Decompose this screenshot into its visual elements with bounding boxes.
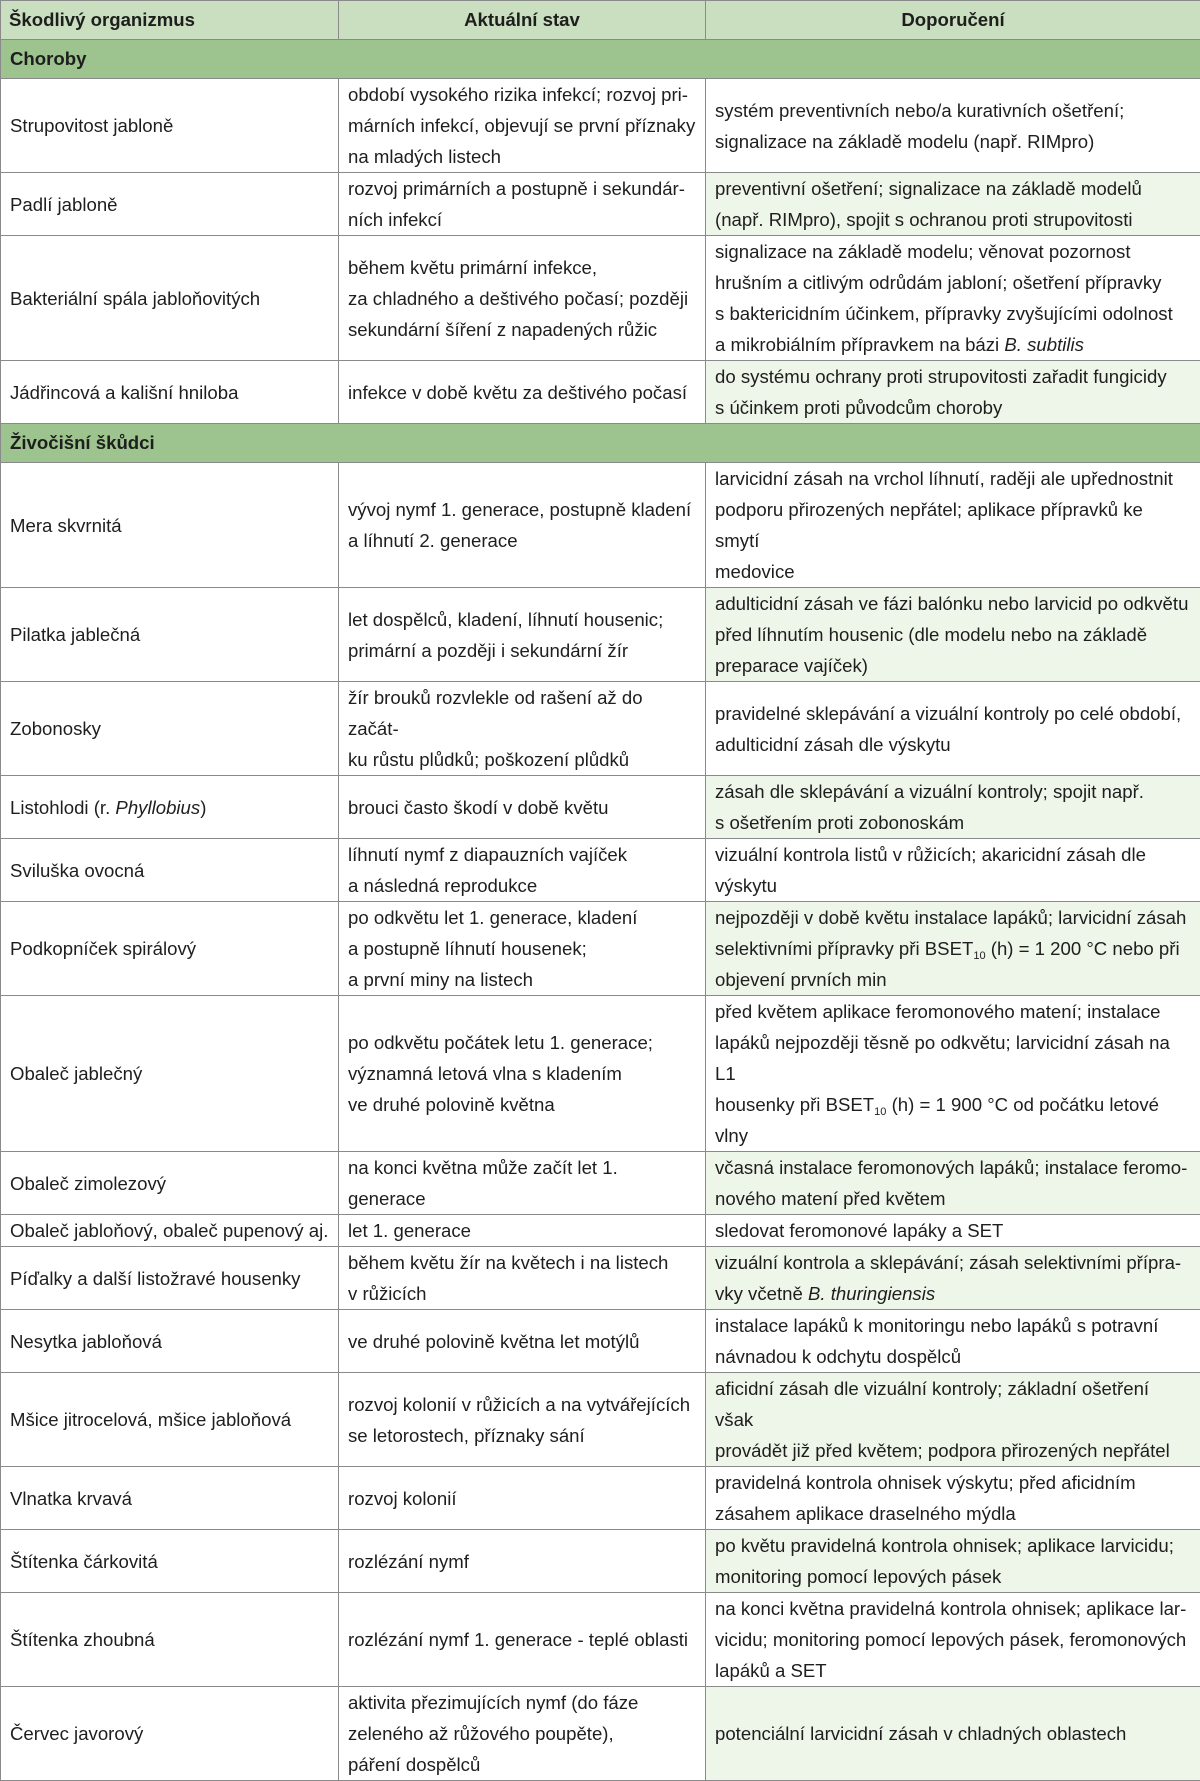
- status-cell: let dospělců, kladení, líhnutí housenic; primární a později i sekundární žír: [339, 588, 706, 682]
- recommendation-cell: potenciální larvicidní zásah v chladných oblastech: [706, 1687, 1200, 1781]
- status-cell: vývoj nymf 1. generace, postupně kladení a líhnutí 2. generace: [339, 463, 706, 588]
- status-cell: rozvoj kolonií: [339, 1467, 706, 1530]
- header-organism: Škodlivý organizmus: [1, 1, 339, 40]
- organism-cell: Zobonosky: [1, 682, 339, 776]
- table-row: [1, 1467, 1200, 1530]
- table-row: [1, 902, 1200, 996]
- organism-cell: Obaleč zimolezový: [1, 1152, 339, 1215]
- status-cell: ve druhé polovině května let motýlů: [339, 1310, 706, 1373]
- status-cell: rozvoj kolonií v růžicích a na vytvářejících se letorostech, příznaky sání: [339, 1373, 706, 1467]
- organism-cell: Vlnatka krvavá: [1, 1467, 339, 1530]
- table-row: [1, 1310, 1200, 1373]
- table-row: [1, 236, 1200, 361]
- status-cell: infekce v době květu za deštivého počasí: [339, 361, 706, 424]
- status-cell: let 1. generace: [339, 1215, 706, 1247]
- organism-cell: Píďalky a další listožravé housenky: [1, 1247, 339, 1310]
- status-cell: období vysokého rizika infekcí; rozvoj pri- márních infekcí, objevují se první příznaky na mladých listech: [339, 79, 706, 173]
- organism-cell: Podkopníček spirálový: [1, 902, 339, 996]
- organism-cell: Obaleč jabloňový, obaleč pupenový aj.: [1, 1215, 339, 1247]
- organism-cell: Obaleč jablečný: [1, 996, 339, 1152]
- table-row: [1, 839, 1200, 902]
- organism-cell: Mšice jitrocelová, mšice jabloňová: [1, 1373, 339, 1467]
- recommendation-cell: před květem aplikace feromonového matení; instalace lapáků nejpozději těsně po odkvětu; larvicidní zásah na L1 housenky při $BSET_{10}$ (h) = 1 900 °C od počátku letové vlny: [706, 996, 1200, 1152]
- recommendation-cell: systém preventivních nebo/a kurativních ošetření; signalizace na základě modelu (např. RIMpro): [706, 79, 1200, 173]
- status-cell: žír brouků rozvlekle od rašení až do začát- ku růstu plůdků; poškození plůdků: [339, 682, 706, 776]
- status-cell: aktivita přezimujících nymf (do fáze zeleného až růžového poupěte), páření dospělců: [339, 1687, 706, 1781]
- table-row: [1, 1373, 1200, 1467]
- recommendation-cell: včasná instalace feromonových lapáků; instalace feromo- nového matení před květem: [706, 1152, 1200, 1215]
- table-row: [1, 1593, 1200, 1687]
- organism-cell: Sviluška ovocná: [1, 839, 339, 902]
- organism-cell: Pilatka jablečná: [1, 588, 339, 682]
- status-cell: rozvoj primárních a postupně i sekundár- ních infekcí: [339, 173, 706, 236]
- table-row: [1, 588, 1200, 682]
- organism-cell: Bakteriální spála jabloňovitých: [1, 236, 339, 361]
- recommendation-cell: zásah dle sklepávání a vizuální kontroly; spojit např. s ošetřením proti zobonoskám: [706, 776, 1200, 839]
- recommendation-cell: adulticidní zásah ve fázi balónku nebo larvicid po odkvětu před líhnutím housenic (dle modelu nebo na základě preparace vajíček): [706, 588, 1200, 682]
- recommendation-cell: larvicidní zásah na vrchol líhnutí, raději ale upřednostnit podporu přirozených nepřátel; aplikace přípravků ke smytí medovice: [706, 463, 1200, 588]
- organism-cell: Jádřincová a kališní hniloba: [1, 361, 339, 424]
- table-row: [1, 1247, 1200, 1310]
- table-row: [1, 463, 1200, 588]
- organism-cell: Strupovitost jabloně: [1, 79, 339, 173]
- recommendation-cell: signalizace na základě modelu; věnovat pozornost hrušním a citlivým odrůdám jabloní; ošetření přípravky s baktericidním účinkem, přípravky zvyšujícími odolnost a mikrobiálním přípravkem na bázi B. subtilis: [706, 236, 1200, 361]
- status-cell: rozlézání nymf 1. generace - teplé oblasti: [339, 1593, 706, 1687]
- header-row: [1, 1, 1200, 40]
- status-cell: líhnutí nymf z diapauzních vajíček a následná reprodukce: [339, 839, 706, 902]
- table-row: [1, 173, 1200, 236]
- table-row: [1, 996, 1200, 1152]
- status-cell: rozlézání nymf: [339, 1530, 706, 1593]
- status-cell: během květu primární infekce, za chladného a deštivého počasí; později sekundární šíření z napadených růžic: [339, 236, 706, 361]
- recommendation-cell: instalace lapáků k monitoringu nebo lapáků s potravní návnadou k odchytu dospělců: [706, 1310, 1200, 1373]
- table-row: [1, 682, 1200, 776]
- table-row: [1, 79, 1200, 173]
- table-row: [1, 1152, 1200, 1215]
- table-row: [1, 1530, 1200, 1593]
- recommendation-cell: aficidní zásah dle vizuální kontroly; základní ošetření však provádět již před květem; podpora přirozených nepřátel: [706, 1373, 1200, 1467]
- section-header-row: [1, 424, 1200, 463]
- recommendation-cell: nejpozději v době květu instalace lapáků; larvicidní zásah selektivními přípravky při $BSET_{10}$ (h) = 1 200 °C nebo při objevení prvních min: [706, 902, 1200, 996]
- recommendation-cell: pravidelná kontrola ohnisek výskytu; před aficidním zásahem aplikace draselného mýdla: [706, 1467, 1200, 1530]
- organism-cell: Štítenka zhoubná: [1, 1593, 339, 1687]
- table-row: [1, 1215, 1200, 1247]
- organism-cell: Padlí jabloně: [1, 173, 339, 236]
- table-row: [1, 361, 1200, 424]
- header-status: Aktuální stav: [339, 1, 706, 40]
- status-cell: během květu žír na květech i na listech v růžicích: [339, 1247, 706, 1310]
- header-recommendation: Doporučení: [706, 1, 1200, 40]
- recommendation-cell: po květu pravidelná kontrola ohnisek; aplikace larvicidu; monitoring pomocí lepových pásek: [706, 1530, 1200, 1593]
- recommendation-cell: sledovat feromonové lapáky a SET: [706, 1215, 1200, 1247]
- organism-cell: Mera skvrnitá: [1, 463, 339, 588]
- section-header-row: [1, 40, 1200, 79]
- status-cell: po odkvětu počátek letu 1. generace; významná letová vlna s kladením ve druhé polovině května: [339, 996, 706, 1152]
- table-body: [1, 40, 1200, 1781]
- organism-cell: Listohlodi (r. Phyllobius): [1, 776, 339, 839]
- status-cell: brouci často škodí v době květu: [339, 776, 706, 839]
- status-cell: na konci května může začít let 1. generace: [339, 1152, 706, 1215]
- recommendation-cell: vizuální kontrola listů v růžicích; akaricidní zásah dle výskytu: [706, 839, 1200, 902]
- section-title: Choroby: [1, 40, 1200, 79]
- recommendation-cell: vizuální kontrola a sklepávání; zásah selektivními přípra- vky včetně B. thuringiensis: [706, 1247, 1200, 1310]
- recommendation-cell: na konci května pravidelná kontrola ohnisek; aplikace lar- vicidu; monitoring pomocí lepových pásek, feromonových lapáků a SET: [706, 1593, 1200, 1687]
- section-title: Živočišní škůdci: [1, 424, 1200, 463]
- organism-cell: Červec javorový: [1, 1687, 339, 1781]
- recommendation-cell: do systému ochrany proti strupovitosti zařadit fungicidy s účinkem proti původcům choroby: [706, 361, 1200, 424]
- organism-cell: Štítenka čárkovitá: [1, 1530, 339, 1593]
- status-cell: po odkvětu let 1. generace, kladení a postupně líhnutí housenek; a první miny na listech: [339, 902, 706, 996]
- recommendation-cell: pravidelné sklepávání a vizuální kontroly po celé období, adulticidní zásah dle výskytu: [706, 682, 1200, 776]
- recommendation-cell: preventivní ošetření; signalizace na základě modelů (např. RIMpro), spojit s ochranou proti strupovitosti: [706, 173, 1200, 236]
- organism-cell: Nesytka jabloňová: [1, 1310, 339, 1373]
- table-row: [1, 1687, 1200, 1781]
- table-row: [1, 776, 1200, 839]
